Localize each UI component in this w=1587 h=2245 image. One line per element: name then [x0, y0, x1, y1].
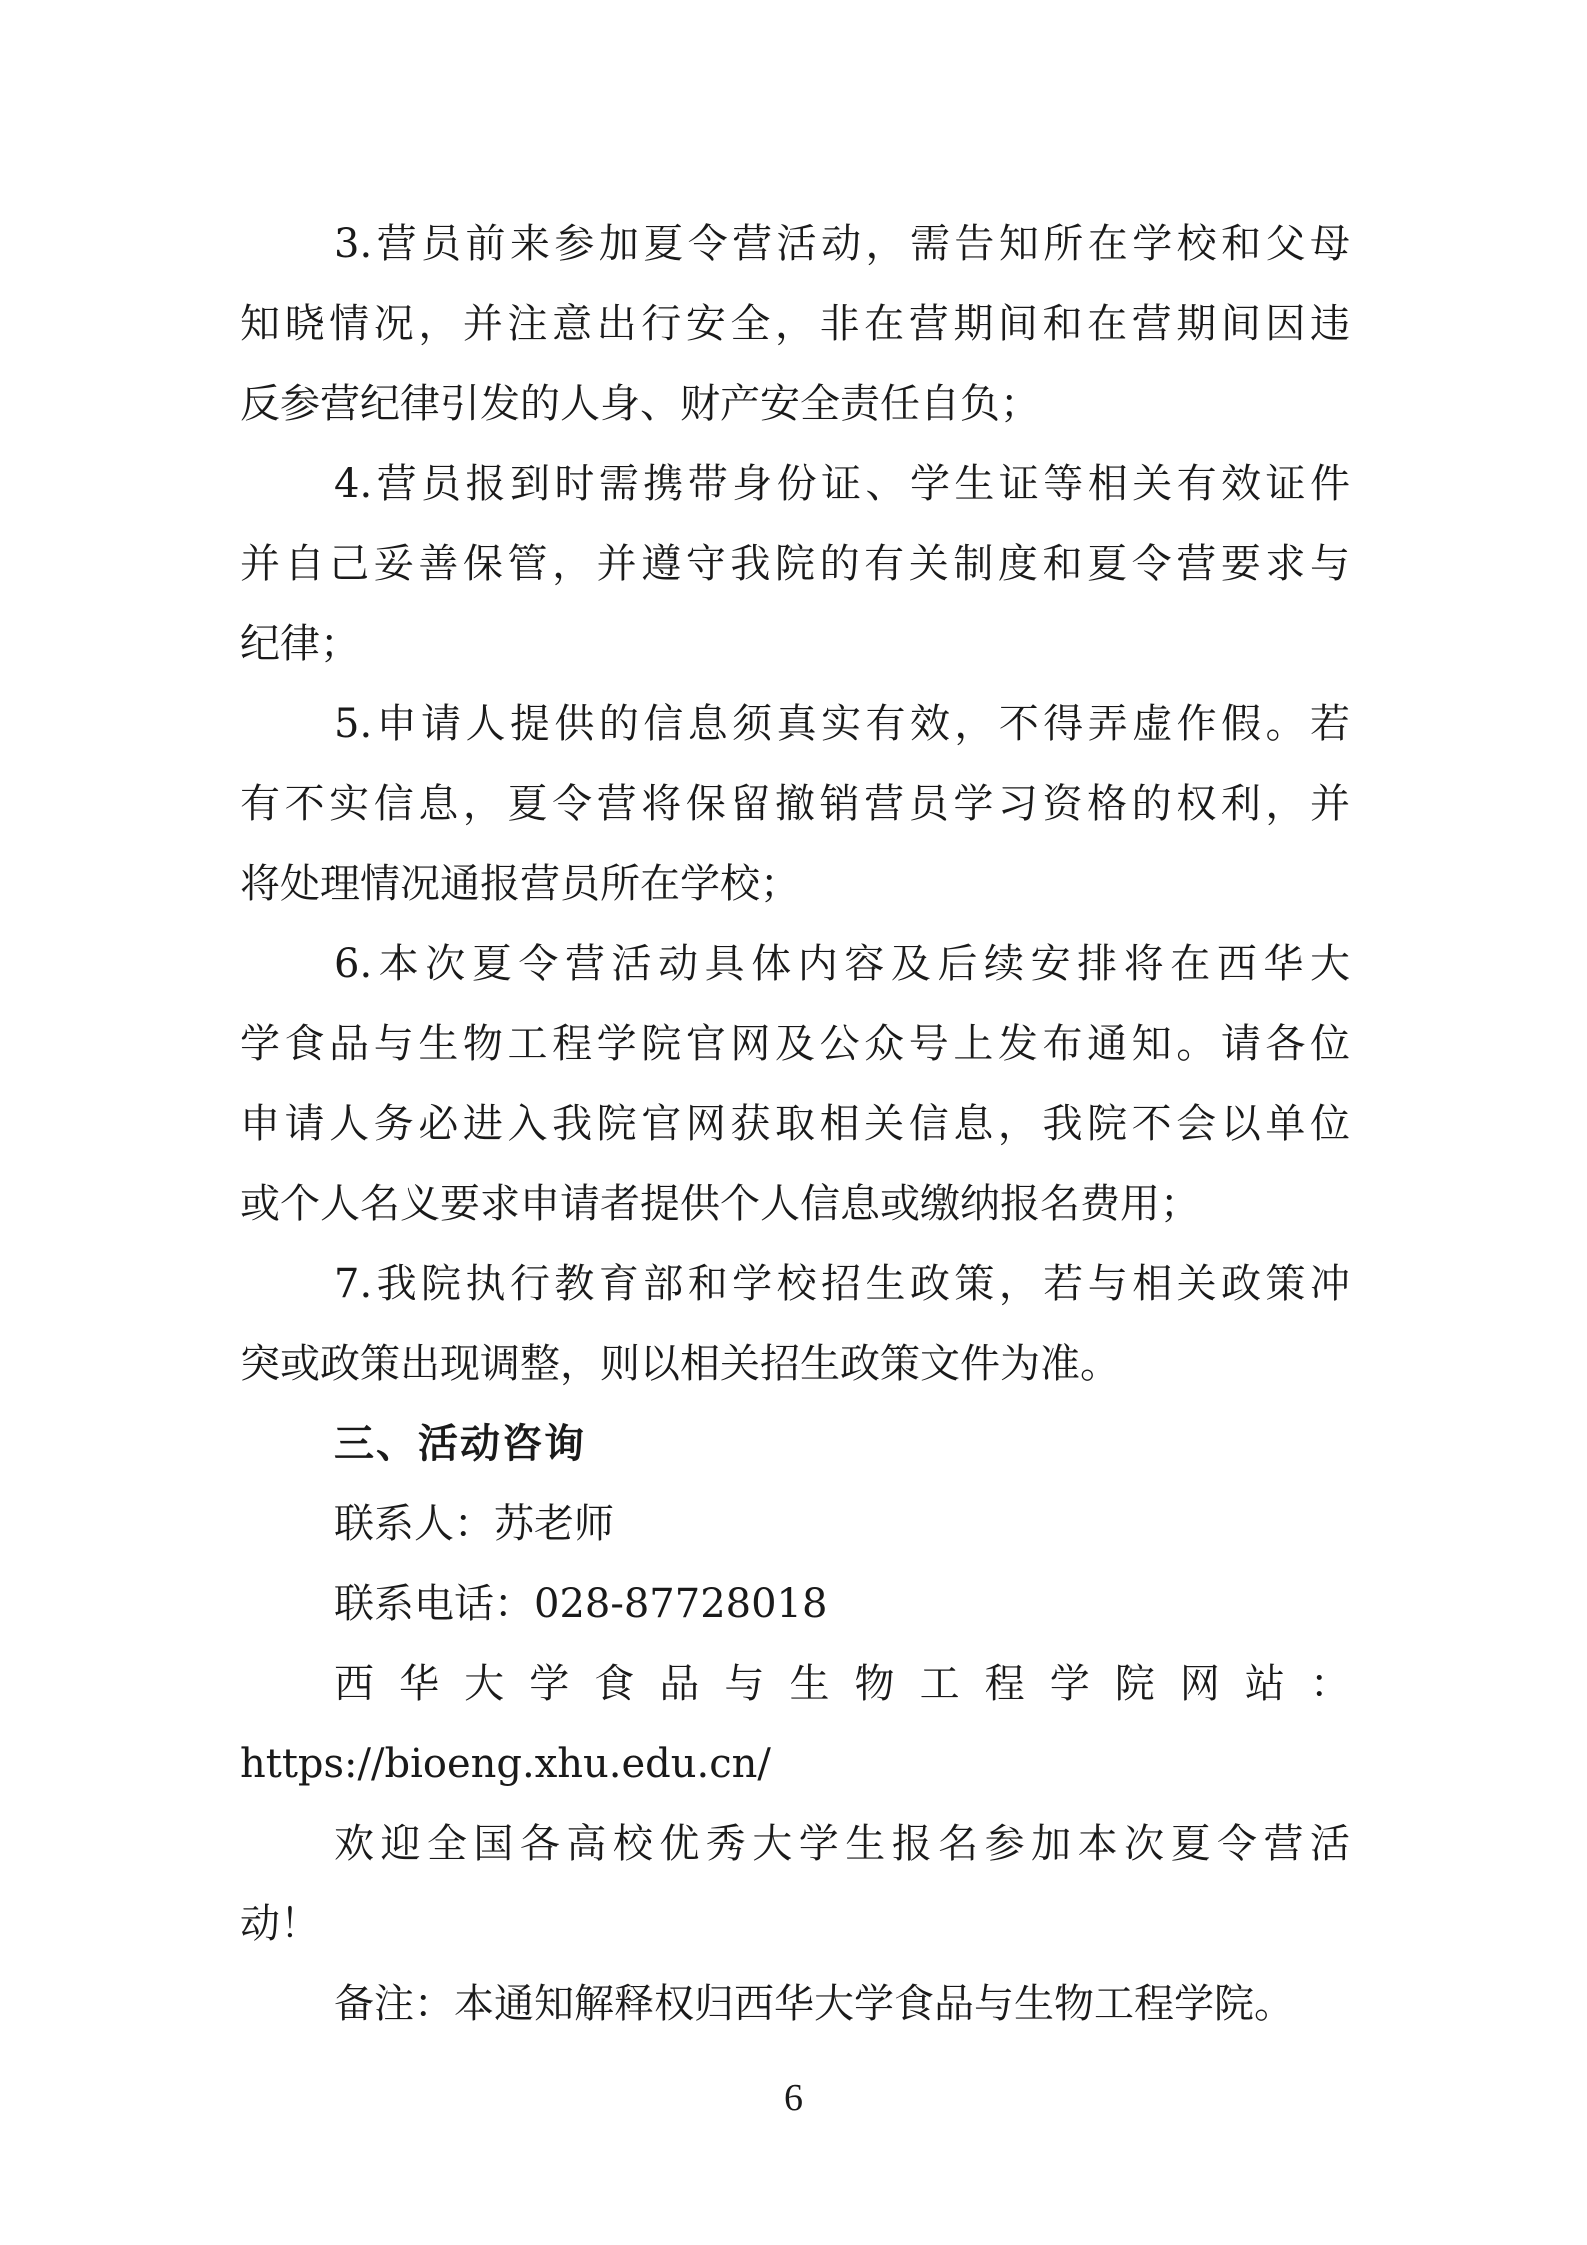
contact-person: 联系人：苏老师 [334, 1501, 614, 1547]
paragraph-5-line-3: 将处理情况通报营员所在学校； [240, 861, 800, 907]
paragraph-5-line-2: 有不实信息，夏令营将保留撤销营员学习资格的权利，并 [240, 781, 1350, 827]
paragraph-6-line-4: 或个人名义要求申请者提供个人信息或缴纳报名费用； [240, 1181, 1200, 1227]
paragraph-4-line-2: 并自己妥善保管，并遵守我院的有关制度和夏令营要求与 [240, 541, 1350, 587]
welcome-line-2: 动！ [240, 1901, 320, 1947]
website-url[interactable]: https://bioeng.xhu.edu.cn/ [240, 1741, 771, 1787]
section-heading: 三、活动咨询 [334, 1421, 586, 1467]
paragraph-5-line-1: 5.申请人提供的信息须真实有效，不得弄虚作假。若 [334, 701, 1350, 747]
paragraph-6-line-2: 学食品与生物工程学院官网及公众号上发布通知。请各位 [240, 1021, 1350, 1067]
paragraph-6-line-3: 申请人务必进入我院官网获取相关信息，我院不会以单位 [240, 1101, 1350, 1147]
paragraph-4-line-3: 纪律； [240, 621, 360, 667]
paragraph-3-line-3: 反参营纪律引发的人身、财产安全责任自负； [240, 381, 1040, 427]
remark-note: 备注：本通知解释权归西华大学食品与生物工程学院。 [334, 1981, 1294, 2027]
paragraph-7-line-1: 7.我院执行教育部和学校招生政策，若与相关政策冲 [334, 1261, 1350, 1307]
paragraph-6-line-1: 6.本次夏令营活动具体内容及后续安排将在西华大 [334, 941, 1350, 987]
paragraph-7-line-2: 突或政策出现调整，则以相关招生政策文件为准。 [240, 1341, 1120, 1387]
paragraph-3-line-2: 知晓情况，并注意出行安全，非在营期间和在营期间因违 [240, 301, 1350, 347]
contact-phone: 联系电话：028-87728018 [334, 1581, 828, 1627]
welcome-line-1: 欢迎全国各高校优秀大学生报名参加本次夏令营活 [334, 1821, 1350, 1867]
paragraph-3-line-1: 3.营员前来参加夏令营活动，需告知所在学校和父母 [334, 221, 1350, 267]
website-label: 西华大学食品与生物工程学院网站： [334, 1661, 1350, 1707]
page-number: 6 [784, 2077, 803, 2119]
paragraph-4-line-1: 4.营员报到时需携带身份证、学生证等相关有效证件 [334, 461, 1350, 507]
